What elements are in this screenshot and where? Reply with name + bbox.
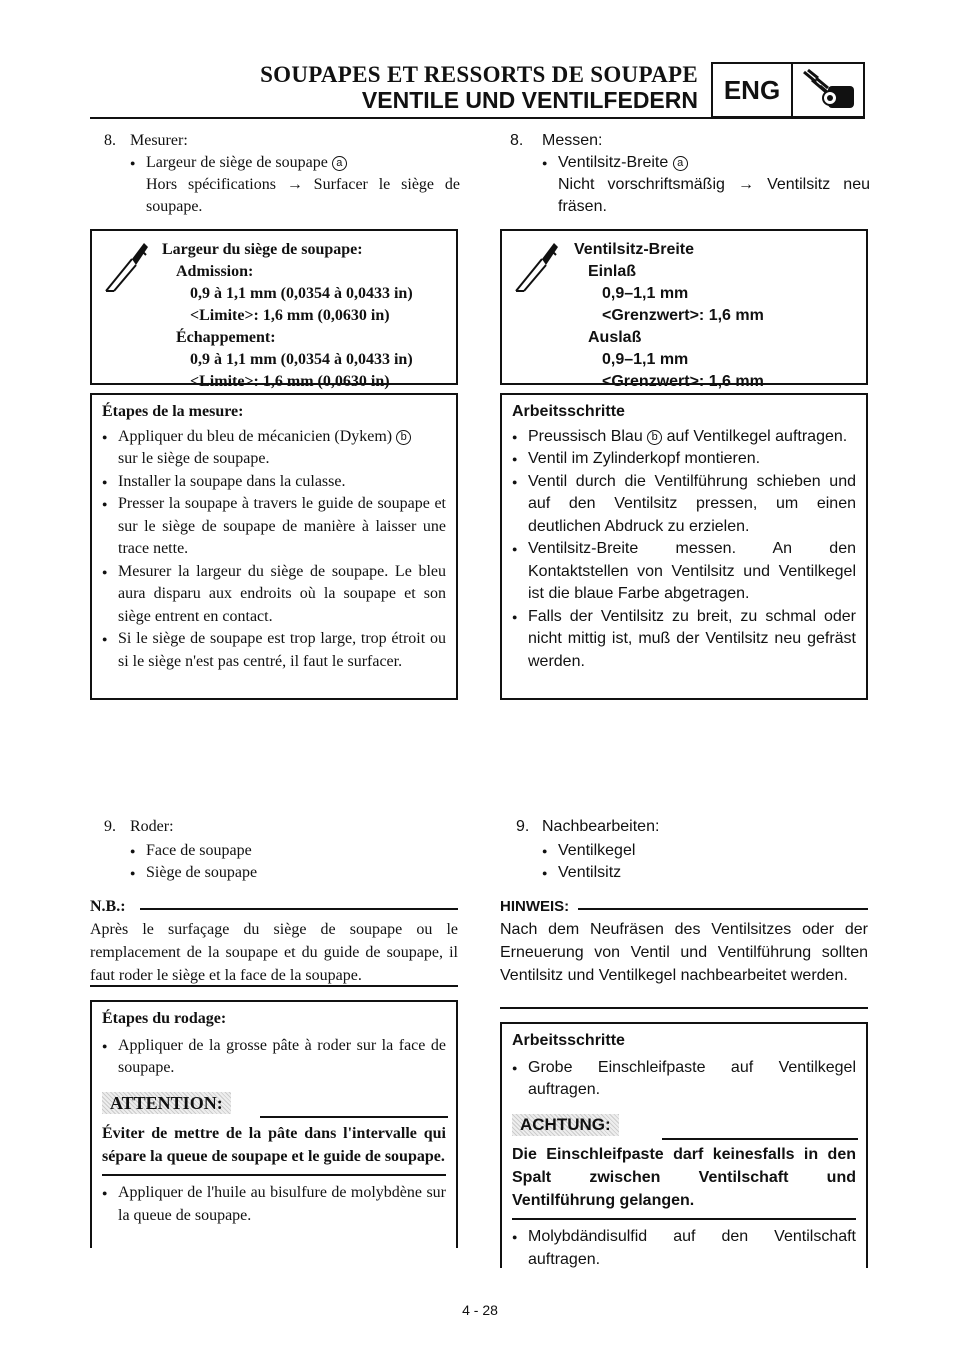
de-steps2-title: Arbeitsschritte <box>512 1032 625 1049</box>
de-step-9-title: Nachbearbeiten: <box>542 818 660 835</box>
de-step-8 <box>500 130 870 218</box>
de-steps1-item-1-text: Preussisch Blau <box>528 427 643 445</box>
de-spec-exhaust: Auslaß <box>588 329 642 346</box>
de-step-9-number: 9. <box>516 818 530 835</box>
fr-attention-rule <box>260 1116 448 1118</box>
de-measure-steps-box <box>500 393 868 700</box>
fr-lapping-steps-box <box>90 1000 458 1248</box>
de-spec-title: Ventilsitz-Breite <box>574 241 695 258</box>
de-lapping-steps-box <box>500 1022 868 1268</box>
de-note-rule-top <box>578 908 868 910</box>
de-steps1-item-4: ● Ventilsitz-Breite messen. An den Kontaktstellen von Ventilsitz und Ventilkegel ist die blaue Farbe abgetragen. <box>512 538 856 606</box>
fr-steps1-item-1-end: sur le siège de soupape. <box>118 450 270 467</box>
de-spec-exhaust-value: 0,9–1,1 mm <box>602 351 689 368</box>
fr-note-text: Après le surfaçage du siège de soupape ou le remplacement de la soupape et du guide de soupape, il faut roder le siège et la face de la soupape. <box>90 921 458 984</box>
de-spec-exhaust-limit: <Grenzwert>: 1,6 mm <box>602 373 764 390</box>
fr-steps1-item-4: ● Mesurer la largeur du siège de soupape. Le bleu aura disparu aux endroits où la soupape et son siège entrent en contact. <box>102 561 446 629</box>
de-steps1-item-5: ● Falls der Ventilsitz zu breit, zu schmal oder nicht mittig ist, muß der Ventilsitz neu gefräst werden. <box>512 606 856 674</box>
fr-steps1-item-1 <box>102 426 446 471</box>
callout-a: a <box>673 156 688 171</box>
de-note-label: HINWEIS: <box>500 898 570 915</box>
de-attention-badge: ACHTUNG: <box>512 1114 619 1137</box>
fr-spec-exhaust-limit: <Limite>: 1,6 mm (0,0630 in) <box>190 373 390 390</box>
de-spec-intake-value: 0,9–1,1 mm <box>602 285 689 302</box>
fr-step-8-item-text: Largeur de siège de soupape <box>146 154 328 171</box>
fr-note-label: N.B.: <box>90 898 126 915</box>
fr-step-8-item <box>130 152 460 174</box>
fr-spec-box <box>90 229 458 390</box>
fr-spec-intake-value: 0,9 à 1,1 mm (0,0354 à 0,0433 in) <box>190 285 413 302</box>
de-step-8-number: 8. <box>510 132 524 149</box>
de-step-8-item-text: Ventilsitz-Breite <box>558 154 669 171</box>
fr-attention-text: Éviter de mettre de la pâte dans l'intervalle qui sépare la queue de soupape et le guide de soupape. <box>102 1125 446 1165</box>
fr-steps2-item-1: ● Appliquer de la grosse pâte à roder sur la face de soupape. <box>102 1035 446 1080</box>
fr-step-8-title: Mesurer: <box>130 132 188 149</box>
fr-steps1-item-2: ● Installer la soupape dans la culasse. <box>102 471 446 494</box>
de-attention-text: Die Einschleifpaste darf keinesfalls in den Spalt zwischen Ventilschaft und Ventilführung gelangen. <box>512 1146 856 1209</box>
measure-tool-icon <box>512 239 562 295</box>
measure-tool-icon <box>102 239 152 295</box>
engine-spring-icon <box>793 64 863 116</box>
de-step-8-spec: Nicht vorschriftsmäßig → Ventilsitz neu fräsen. <box>558 176 870 215</box>
de-steps1-title: Arbeitsschritte <box>512 403 625 420</box>
fr-steps1-item-3: ● Presser la soupape à travers le guide de soupape et sur le siège de soupape de manière à laisser une trace nette. <box>102 493 446 561</box>
de-steps1-item-3: ● Ventil durch die Ventilführung schieben und auf den Ventilsitz pressen, um einen deutlichen Abdruck zu erzielen. <box>512 471 856 539</box>
fr-step-9 <box>90 816 460 884</box>
de-attention-rule-bottom <box>512 1218 856 1220</box>
de-step-9-item-1: ● Ventilkegel <box>542 840 870 862</box>
fr-step-8 <box>90 130 460 218</box>
section-badge <box>711 62 865 118</box>
fr-steps1-item-5: ● Si le siège de soupape est trop large, trop étroit ou si le siège n'est pas centré, il faut le surfacer. <box>102 628 446 673</box>
de-spec-intake-limit: <Grenzwert>: 1,6 mm <box>602 307 764 324</box>
fr-note-rule-bottom <box>90 985 458 987</box>
fr-steps1-title: Étapes de la mesure: <box>102 403 244 420</box>
de-steps1-item-1-end: auf Ventilkegel auftragen. <box>666 427 848 445</box>
fr-step-9-title: Roder: <box>130 818 174 835</box>
fr-spec-title: Largeur du siège de soupape: <box>162 241 363 258</box>
fr-step-8-spec: Hors spécifications → Surfacer le siège de soupape. <box>146 176 460 215</box>
de-step-8-item <box>542 152 870 174</box>
de-steps1-item-2: ● Ventil im Zylinderkopf montieren. <box>512 448 856 471</box>
header-title-fr: SOUPAPES ET RESSORTS DE SOUPAPE <box>260 62 698 87</box>
de-step-9-item-2: ● Ventilsitz <box>542 862 870 884</box>
header-title-de: VENTILE UND VENTILFEDERN <box>361 87 698 113</box>
callout-a: a <box>332 156 347 171</box>
de-steps1-item-1 <box>512 426 856 449</box>
callout-b: b <box>647 430 662 445</box>
de-steps2-item-1: ● Grobe Einschleifpaste auf Ventilkegel auftragen. <box>512 1057 856 1102</box>
fr-attention-badge: ATTENTION: <box>102 1092 231 1115</box>
fr-spec-exhaust-value: 0,9 à 1,1 mm (0,0354 à 0,0433 in) <box>190 351 413 368</box>
de-step-9 <box>500 816 870 884</box>
de-spec-box <box>500 229 868 390</box>
page-number: 4 - 28 <box>462 1302 498 1318</box>
fr-steps2-title: Étapes du rodage: <box>102 1010 227 1027</box>
de-steps2-item-2: ● Molybdändisulfid auf den Ventilschaft auftragen. <box>512 1226 856 1271</box>
fr-note-rule-top <box>140 908 458 910</box>
fr-steps2-item-2: ● Appliquer de l'huile au bisulfure de molybdène sur la queue de soupape. <box>102 1182 446 1227</box>
de-step-8-title: Messen: <box>542 132 603 149</box>
fr-step-9-item-1: ● Face de soupape <box>130 840 460 862</box>
de-note-text: Nach dem Neufräsen des Ventilsitzes oder der Erneuerung von Ventil und Ventilführung sollten Ventilsitz und Ventilkegel nachbearbeitet werden. <box>500 921 868 984</box>
fr-spec-intake-limit: <Limite>: 1,6 mm (0,0630 in) <box>190 307 390 324</box>
fr-attention-rule-bottom <box>102 1174 446 1176</box>
fr-measure-steps-box <box>90 393 458 700</box>
fr-spec-intake: Admission: <box>176 263 254 280</box>
de-note-rule-bottom <box>500 1007 868 1009</box>
fr-step-8-number: 8. <box>104 132 116 149</box>
de-attention-rule <box>662 1138 858 1140</box>
header-rule <box>90 117 865 119</box>
fr-spec-exhaust: Échappement: <box>176 329 276 346</box>
fr-step-9-number: 9. <box>104 818 116 835</box>
callout-b: b <box>396 430 411 445</box>
fr-step-9-item-2: ● Siège de soupape <box>130 862 460 884</box>
section-label: ENG <box>713 64 793 116</box>
fr-steps1-item-1-text: Appliquer du bleu de mécanicien (Dykem) <box>118 427 393 445</box>
de-spec-intake: Einlaß <box>588 263 637 280</box>
